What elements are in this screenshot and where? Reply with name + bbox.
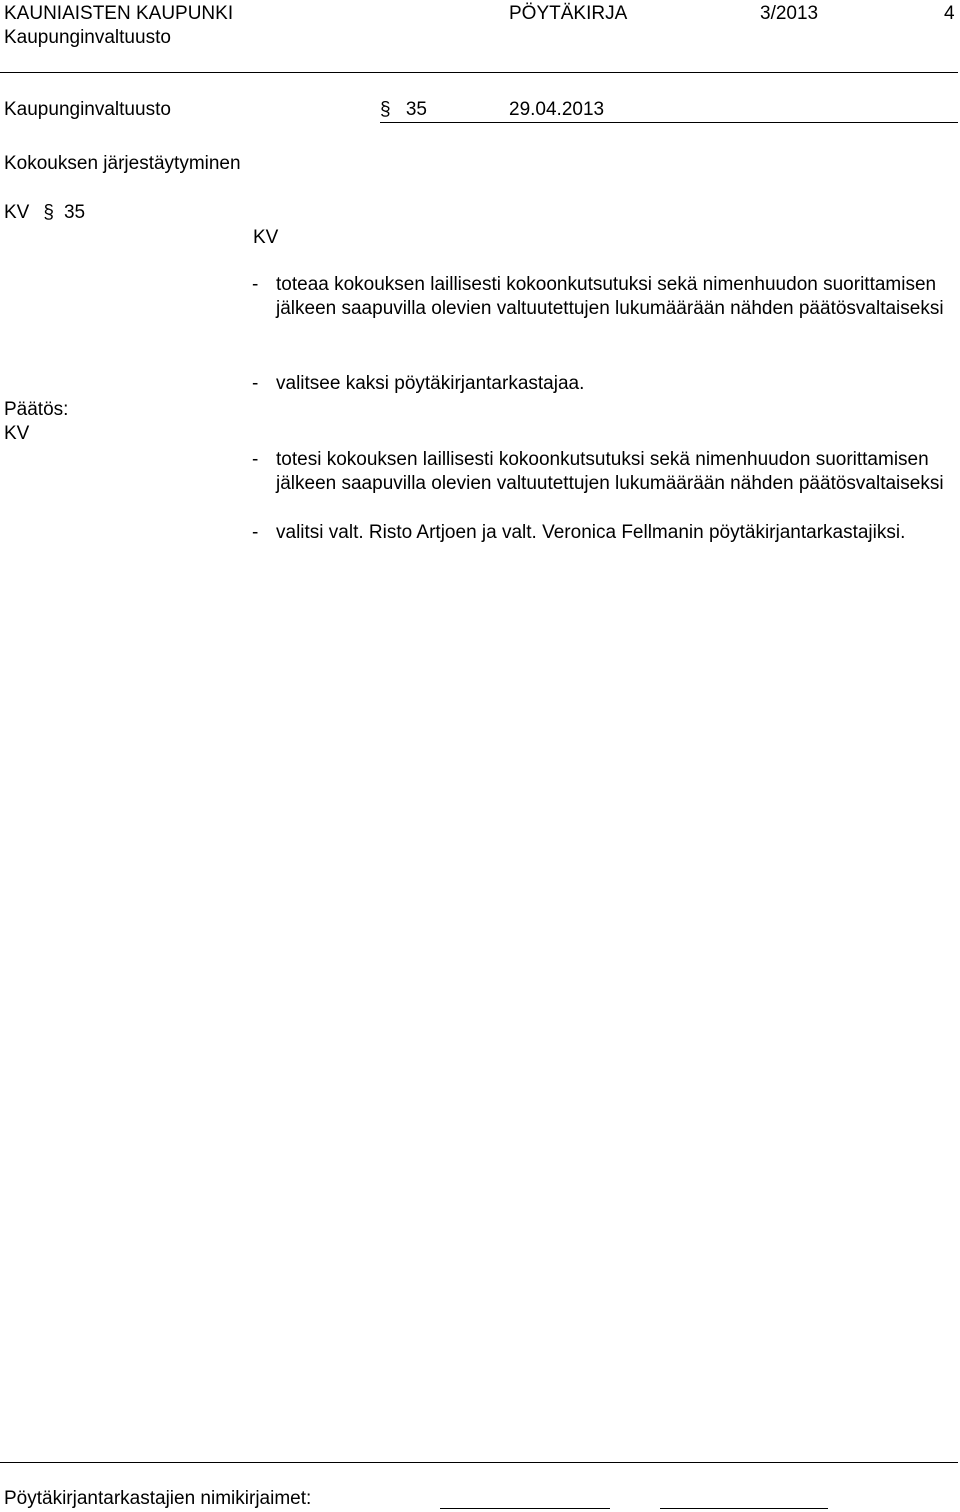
bullet-dash: - <box>252 373 259 394</box>
signature-line-2 <box>660 1508 828 1509</box>
decision-organ: KV <box>4 423 30 444</box>
decision-item-1-text: totesi kokouksen laillisesti kokoonkutsutuksi sekä nimenhuudon suorittamisen jälkeen saapuvilla olevien valtuutettujen lukumäärään nähden päätösvaltaiseksi <box>276 449 944 494</box>
bullet-dash: - <box>252 274 259 295</box>
proposal-item-1-text: toteaa kokouksen laillisesti kokoonkutsutuksi sekä nimenhuudon suorittamisen jälkeen saapuvilla olevien valtuutettujen lukumäärään nähden päätösvaltaiseksi <box>276 274 944 319</box>
signature-line-1 <box>440 1508 610 1509</box>
section-number: 35 <box>405 99 427 120</box>
footer-rule <box>0 1462 958 1463</box>
proposal-section-number: 35 <box>63 202 86 223</box>
bullet-dash: - <box>252 522 259 543</box>
proposal-item-2-text: valitsee kaksi pöytäkirjantarkastajaa. <box>276 373 585 394</box>
signatures-label: Pöytäkirjantarkastajien nimikirjaimet: <box>4 1488 312 1509</box>
proposal-section-sign: § <box>43 202 54 223</box>
organ-name: Kaupunginvaltuusto <box>4 27 171 48</box>
header-rule <box>0 72 958 73</box>
section-rule <box>380 122 958 123</box>
section-reference <box>380 98 427 122</box>
decision-label: Päätös: <box>4 399 69 420</box>
proposal-label <box>4 201 85 225</box>
page-number: 4 <box>944 3 955 24</box>
decision-item-2 <box>252 521 952 545</box>
bullet-dash: - <box>252 449 259 470</box>
decision-item-1 <box>252 448 952 496</box>
decision-item-2-text: valitsi valt. Risto Artjoen ja valt. Veronica Fellmanin pöytäkirjantarkastajiksi. <box>276 522 906 543</box>
proposal-item-2 <box>252 372 952 396</box>
proposer: KV <box>253 227 279 248</box>
proposal-item-1 <box>252 273 952 321</box>
document-number: 3/2013 <box>760 3 819 24</box>
meeting-date: 29.04.2013 <box>509 99 605 120</box>
municipality-name: KAUNIAISTEN KAUPUNKI <box>4 3 234 24</box>
section-sign: § <box>380 99 391 120</box>
proposal-label-prefix: KV <box>4 202 30 223</box>
document-type: PÖYTÄKIRJA <box>509 3 628 24</box>
section-organ: Kaupunginvaltuusto <box>4 99 171 120</box>
page-title: Kokouksen järjestäytyminen <box>4 153 241 174</box>
